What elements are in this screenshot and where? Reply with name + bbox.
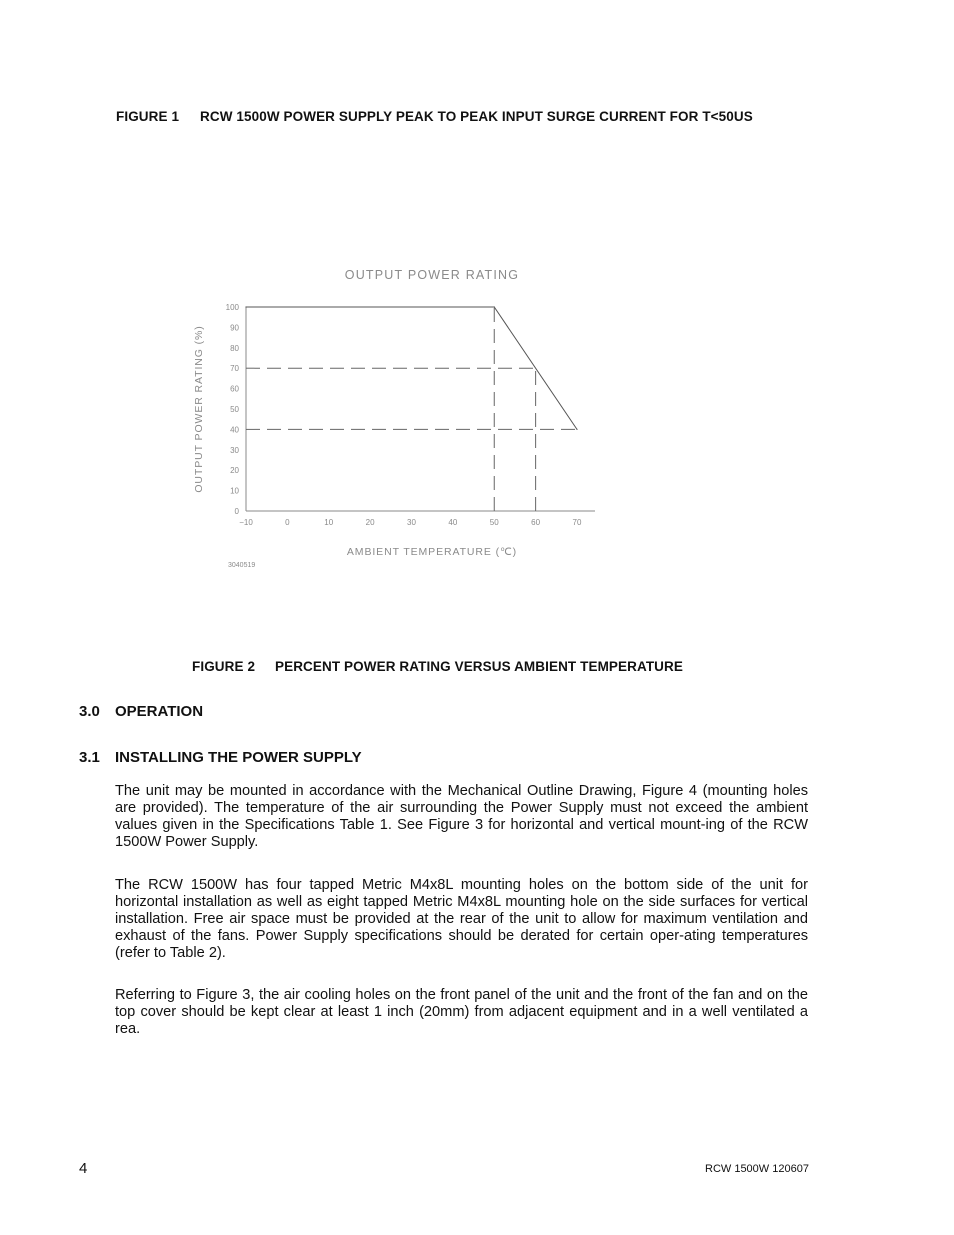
chart-title: OUTPUT POWER RATING <box>344 268 520 282</box>
section-3-title: OPERATION <box>115 703 204 720</box>
x-tick-label: 10 <box>324 518 334 527</box>
data-point <box>494 306 495 307</box>
x-tick-label: 70 <box>572 518 582 527</box>
y-tick-label: 0 <box>234 507 239 516</box>
data-point <box>245 306 246 307</box>
page-number: 4 <box>79 1160 88 1177</box>
y-tick-label: 10 <box>230 486 239 496</box>
x-tick-label: 0 <box>285 518 290 527</box>
figure2-title: PERCENT POWER RATING VERSUS AMBIENT TEMPERATURE <box>275 659 683 674</box>
x-axis-label: AMBIENT TEMPERATURE (℃) <box>346 546 518 558</box>
x-tick-label: 50 <box>489 518 499 527</box>
paragraph-mounting: The unit may be mounted in accordance with the Mechanical Outline Drawing, Figure 4 (mounting holes are provided). The temperature of the air surrounding the Power Supply must not exceed the ambient values given in the Specifications Table 1. See Figure 3 for horizontal and vertical mount-ing of the RCW 1500W Power Supply. <box>115 783 808 850</box>
figure2-caption <box>192 659 683 674</box>
power-derating-chart <box>180 255 620 585</box>
y-tick-label: 50 <box>230 405 239 414</box>
section-3-1-heading <box>79 749 362 766</box>
drawing-id: 3040519 <box>228 562 256 569</box>
x-tick-label: 60 <box>531 518 541 527</box>
section-3-1-title: INSTALLING THE POWER SUPPLY <box>115 749 362 766</box>
paragraph-mounting-holes: The RCW 1500W has four tapped Metric M4x8L mounting holes on the bottom side of the unit for horizontal installation as well as eight tapped Metric M4x8L mounting hole on the side surfaces for vertical installation. Free air space must be provided at the rear of the unit to allow for maximum ventilation and exhaust of the fans. Power Supply specifications should be derated for certain oper-ating temperatures (refer to Table 2). <box>115 877 808 961</box>
y-tick-label: 30 <box>230 445 239 455</box>
y-tick-label: 70 <box>230 364 239 374</box>
x-tick-label: 20 <box>365 518 375 527</box>
y-tick-label: 40 <box>230 425 239 435</box>
y-tick-label: 90 <box>230 323 239 333</box>
paragraph-air-cooling: Referring to Figure 3, the air cooling holes on the front panel of the unit and the front of the fan and on the top cover should be kept clear at least 1 inch (20mm) from adjacent equipment and in a well ventilated a rea. <box>115 987 808 1037</box>
section-3-number: 3.0 <box>79 703 100 720</box>
x-tick-label: 40 <box>448 518 458 527</box>
figure1-caption <box>116 109 753 124</box>
y-tick-label: 80 <box>230 343 239 353</box>
x-tick-label: −10 <box>239 518 253 527</box>
figure1-number: FIGURE 1 <box>116 109 180 124</box>
y-axis-label: OUTPUT POWER RATING (%) <box>193 325 205 493</box>
figure1-title: RCW 1500W POWER SUPPLY PEAK TO PEAK INPUT SURGE CURRENT FOR T<50US <box>200 109 753 124</box>
section-3-1-number: 3.1 <box>79 749 100 766</box>
y-tick-label: 20 <box>230 466 239 476</box>
y-tick-label: 100 <box>225 303 239 312</box>
data-point <box>576 429 577 430</box>
y-tick-label: 60 <box>230 384 239 394</box>
x-tick-label: 30 <box>407 518 416 527</box>
figure2-number: FIGURE 2 <box>192 659 256 674</box>
document-id: RCW 1500W 120607 <box>705 1163 809 1175</box>
section-3-heading <box>79 703 203 720</box>
